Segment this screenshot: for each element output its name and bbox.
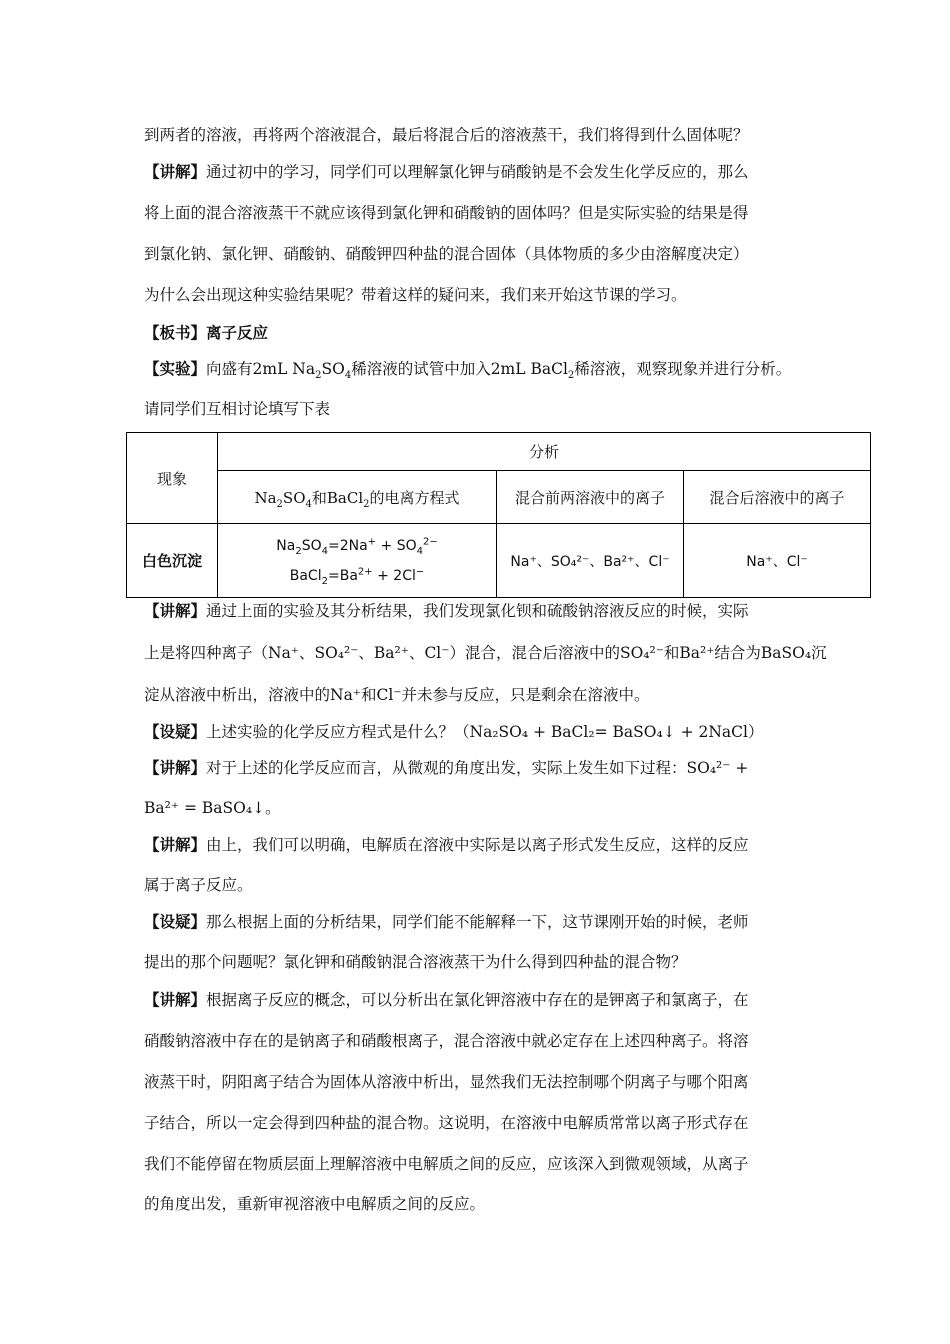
section-tag: 【讲解】 [144,991,207,1009]
section-tag: 【讲解】 [144,602,207,620]
paragraph-explain-5: 【讲解】根据离子反应的概念，可以分析出在氯化钾溶液中存在的是钾离子和氯离子，在 [144,991,749,1009]
paragraph-intro: 到两者的溶液，再将两个溶液混合，最后将混合后的溶液蒸干，我们将得到什么固体呢？ [144,126,749,144]
header-ionization-equation: $Na_2SO_4$和BaCl$_2$的电离方程式 [218,471,497,524]
paragraph-line: 液蒸干时，阴阳离子结合为固体从溶液中析出，显然我们无法控制哪个阴离子与哪个阳离 [144,1073,749,1091]
paragraph-line: 淀从溶液中析出，溶液中的Na⁺和Cl⁻并未参与反应，只是剩余在溶液中。 [144,686,650,704]
header-ions-after: 混合后溶液中的离子 [684,471,871,524]
section-tag: 【讲解】 [144,163,207,181]
paragraph-question-1: 【设疑】上述实验的化学反应方程式是什么？（Na₂SO₄ + BaCl₂= BaSO₄↓ + 2NaCl） [144,723,764,741]
cell-equations [218,524,497,598]
board-title: 离子反应 [206,324,269,342]
section-tag: 【讲解】 [144,759,207,777]
paragraph-line: 属于离子反应。 [144,876,253,894]
paragraph-line: 为什么会出现这种实验结果呢？带着这样的疑问来，我们来开始这节课的学习。 [144,286,687,304]
paragraph-line: 将上面的混合溶液蒸干不就应该得到氯化钾和硝酸钠的固体吗？但是实际实验的结果是得 [144,204,749,222]
section-tag: 【讲解】 [144,836,207,854]
paragraph-explain-3: 【讲解】对于上述的化学反应而言，从微观的角度出发，实际上发生如下过程：SO₄²⁻ + [144,759,749,777]
paragraph-question-2: 【设疑】那么根据上面的分析结果，同学们能不能解释一下，这节课刚开始的时候，老师 [144,913,749,931]
paragraph-explain-1: 【讲解】通过初中的学习，同学们可以理解氯化钾与硝酸钠是不会发生化学反应的，那么 [144,163,749,181]
cell-ions-after: Na⁺、Cl⁻ [684,524,871,598]
paragraph-line: 的角度出发，重新审视溶液中电解质之间的反应。 [144,1195,486,1213]
cell-phenomenon: 白色沉淀 [127,524,218,598]
paragraph-line: 提出的那个问题呢？氯化钾和硝酸钠混合溶液蒸干为什么得到四种盐的混合物？ [144,953,687,971]
header-ions-before: 混合前两溶液中的离子 [497,471,684,524]
paragraph-experiment: 【实验】向盛有2mL $Na_2SO_4$稀溶液的试管中加入2mL BaCl$_2$稀溶液，观察现象并进行分析。 [144,360,792,382]
analysis-table [126,432,871,598]
header-phenomenon: 现象 [127,433,218,524]
paragraph-line: 到氯化钠、氯化钾、硝酸钠、硝酸钾四种盐的混合固体（具体物质的多少由溶解度决定） [144,245,749,263]
paragraph-line: 子结合，所以一定会得到四种盐的混合物。这说明，在溶液中电解质常常以离子形式存在 [144,1114,749,1132]
equation-na2so4: $Na_2SO_4=2Na^+ + SO_4^{2-}$ [276,535,438,557]
header-analysis: 分析 [218,433,871,471]
section-tag: 【板书】 [144,324,207,342]
paragraph-explain-2: 【讲解】通过上面的实验及其分析结果，我们发现氯化钡和硫酸钠溶液反应的时候，实际 [144,602,749,620]
section-tag: 【设疑】 [144,913,207,931]
paragraph-line: 硝酸钠溶液中存在的是钠离子和硝酸根离子，混合溶液中就必定存在上述四种离子。将溶 [144,1032,749,1050]
equation-bacl2: $BaCl_2=Ba^{2+} + 2Cl^-$ [289,565,425,587]
paragraph-prompt: 请同学们互相讨论填写下表 [144,400,331,418]
cell-ions-before: Na⁺、SO₄²⁻、Ba²⁺、Cl⁻ [497,524,684,598]
section-tag: 【实验】 [144,360,207,378]
paragraph-explain-4: 【讲解】由上，我们可以明确，电解质在溶液中实际是以离子形式发生反应，这样的反应 [144,836,749,854]
paragraph-line: 我们不能停留在物质层面上理解溶液中电解质之间的反应，应该深入到微观领域，从离子 [144,1155,749,1173]
paragraph-line: 上是将四种离子（Na⁺、SO₄²⁻、Ba²⁺、Cl⁻）混合，混合后溶液中的SO₄²⁻和Ba²⁺结合为BaSO₄沉 [144,644,827,662]
section-tag: 【设疑】 [144,723,207,741]
paragraph-line: Ba²⁺ = BaSO₄↓。 [144,799,281,817]
paragraph-board [144,322,824,344]
